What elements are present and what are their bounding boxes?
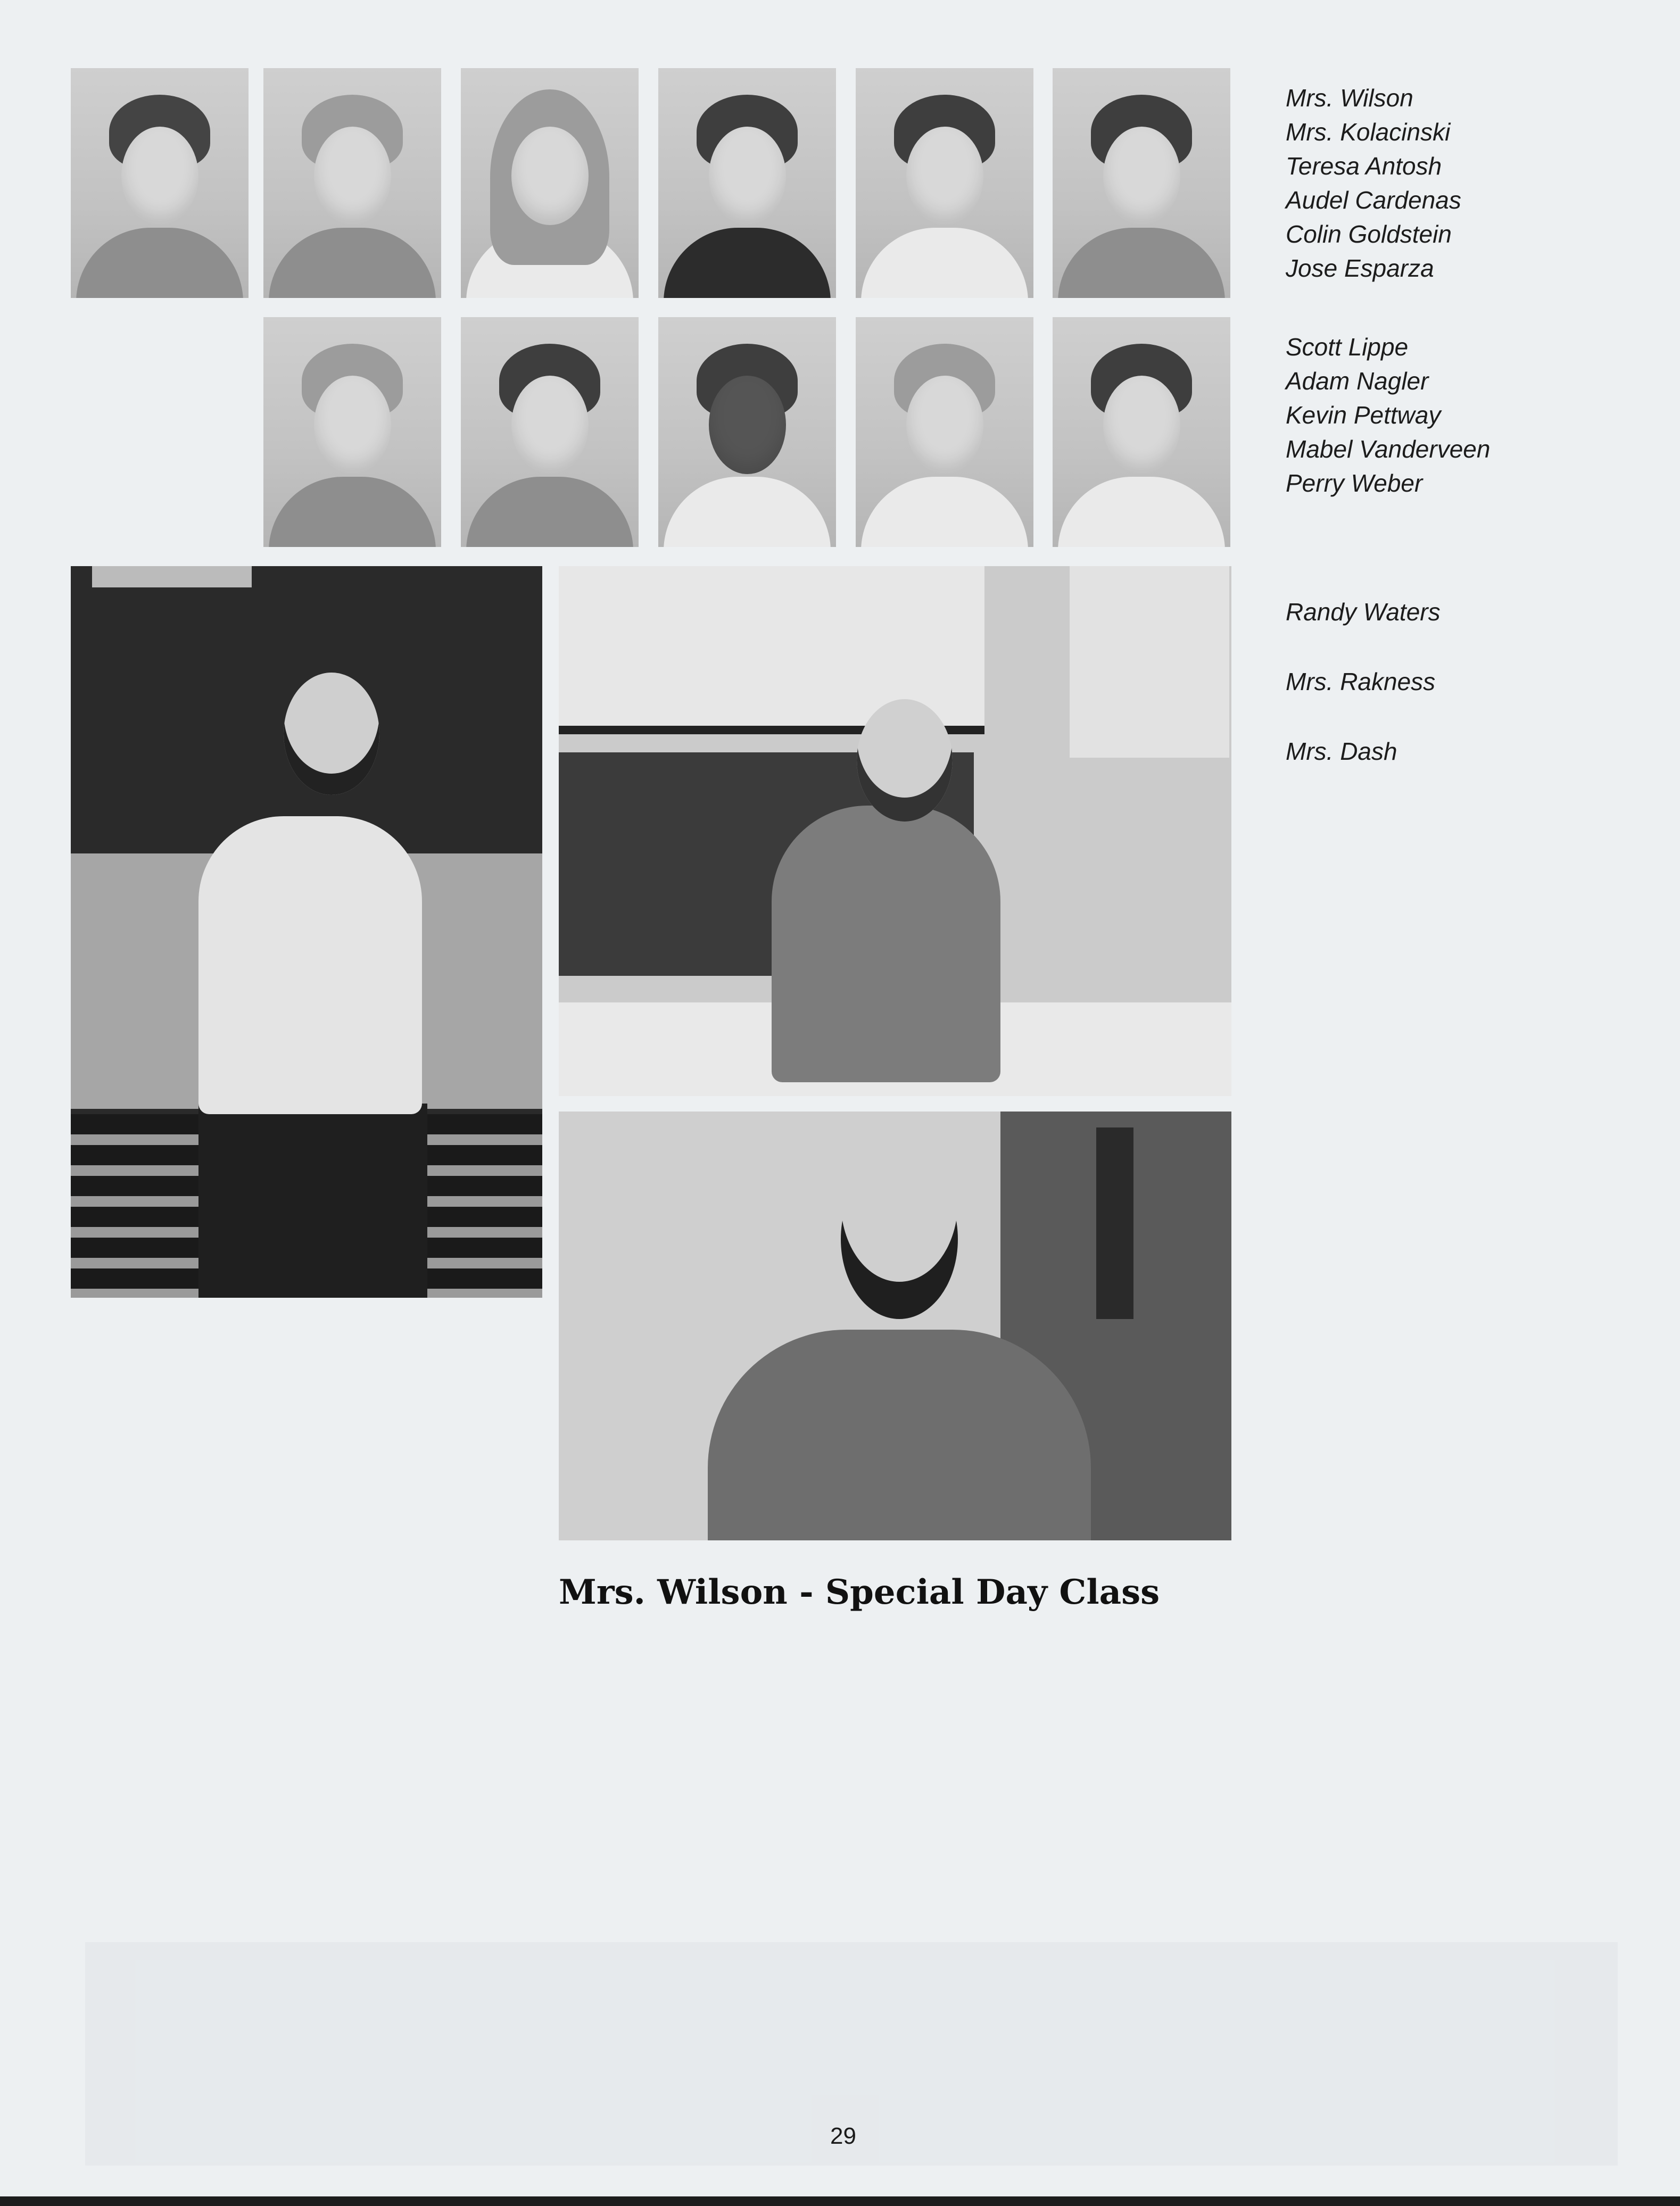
portrait-photo xyxy=(461,317,639,547)
name-label: Kevin Pettway xyxy=(1286,401,1441,429)
portrait-photo xyxy=(71,68,249,298)
portrait-photo xyxy=(1053,68,1230,298)
name-label: Colin Goldstein xyxy=(1286,220,1452,248)
portrait-photo xyxy=(461,68,639,298)
name-list-row2 xyxy=(1286,330,1490,500)
name-label: Mrs. Kolacinski xyxy=(1286,118,1451,146)
portrait-photo xyxy=(856,317,1033,547)
name-label: Teresa Antosh xyxy=(1286,152,1442,180)
name-label: Mrs. Wilson xyxy=(1286,84,1413,112)
name-label: Randy Waters xyxy=(1286,598,1441,626)
portrait-photo xyxy=(658,317,836,547)
name-list-row1 xyxy=(1286,81,1461,285)
student-bench-photo xyxy=(71,566,542,1298)
portrait-photo xyxy=(658,68,836,298)
scan-edge xyxy=(0,2196,1680,2206)
name-list-photos xyxy=(1286,577,1441,786)
name-label: Mrs. Rakness xyxy=(1286,668,1436,695)
name-label: Jose Esparza xyxy=(1286,254,1434,282)
portrait-photo xyxy=(263,317,441,547)
portrait-photo xyxy=(263,68,441,298)
name-label: Audel Cardenas xyxy=(1286,186,1461,214)
teacher-portrait-photo xyxy=(559,1112,1231,1540)
name-label: Mrs. Dash xyxy=(1286,737,1397,765)
name-label: Mabel Vanderveen xyxy=(1286,435,1491,463)
portrait-photo xyxy=(856,68,1033,298)
page-number: 29 xyxy=(830,2123,856,2149)
name-label: Perry Weber xyxy=(1286,469,1423,497)
page-caption: Mrs. Wilson - Special Day Class xyxy=(559,1572,1160,1612)
portrait-photo xyxy=(1053,317,1230,547)
name-label: Scott Lippe xyxy=(1286,333,1409,361)
teacher-desk-photo xyxy=(559,566,1231,1096)
name-label: Adam Nagler xyxy=(1286,367,1429,395)
